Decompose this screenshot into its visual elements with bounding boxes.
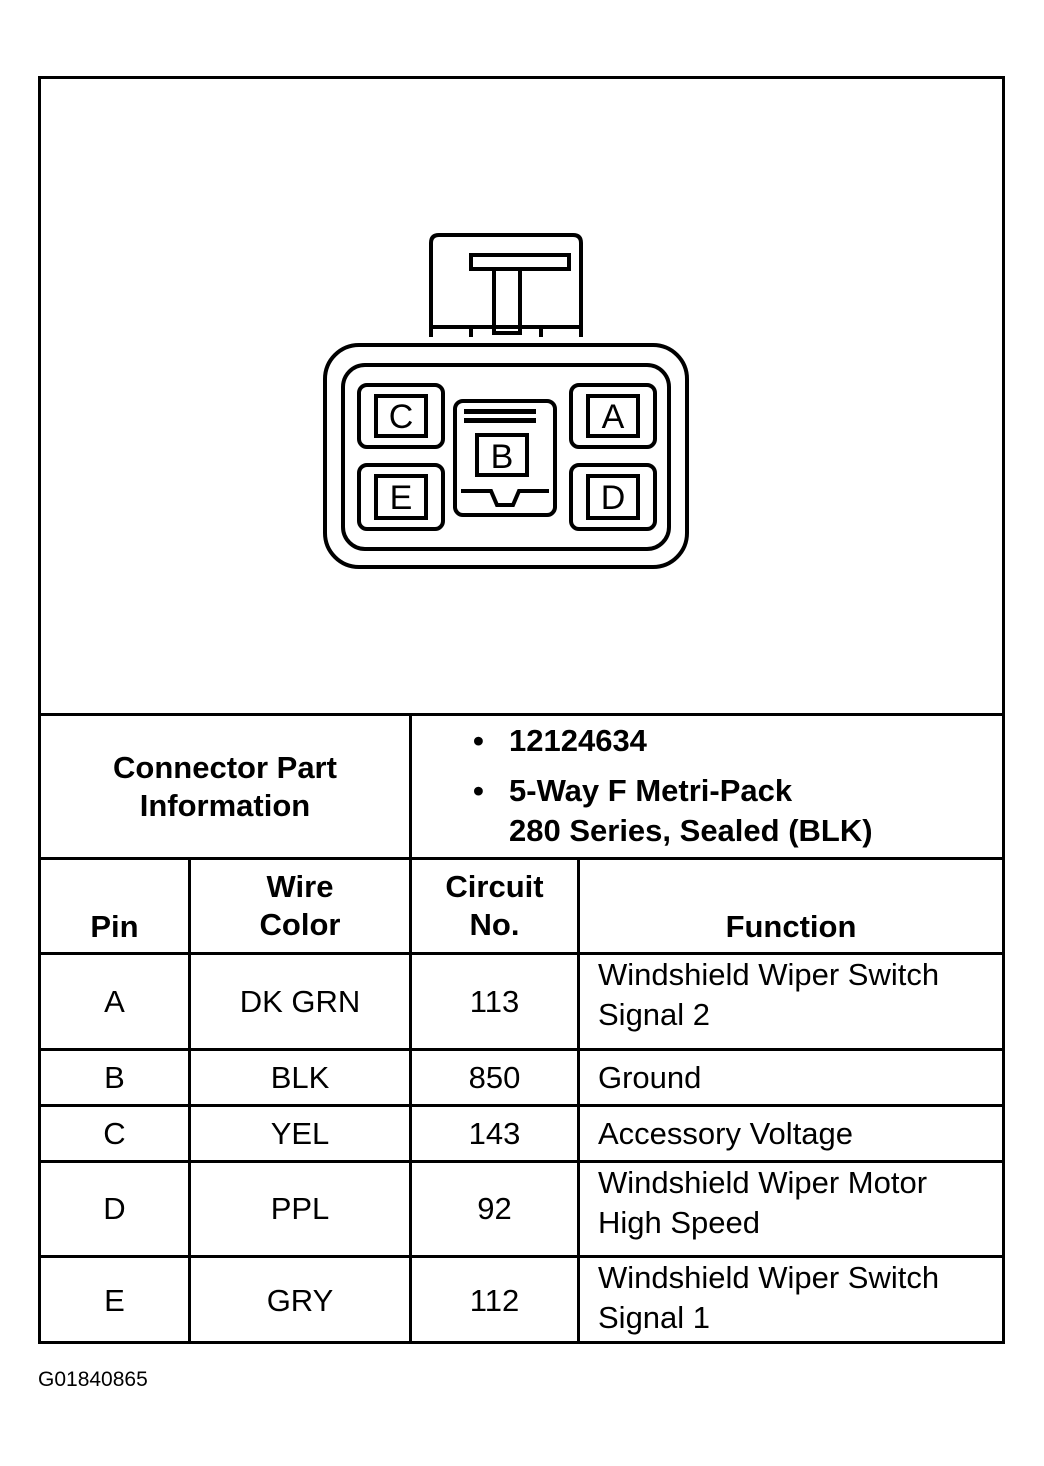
function-line: Windshield Wiper Switch — [598, 1260, 940, 1295]
circuit-value: 850 — [468, 1059, 521, 1095]
wire-color-value: GRY — [266, 1283, 334, 1318]
header-circuit-line: Circuit — [445, 869, 544, 904]
wire-color-value: PPL — [270, 1191, 330, 1226]
pin-label-d: D — [600, 479, 626, 517]
part-description-item — [413, 771, 993, 851]
header-pin — [41, 860, 188, 952]
latch-stem — [494, 269, 520, 333]
latch-bar — [471, 255, 569, 269]
table-cell-circuit — [412, 1107, 577, 1160]
table-cell-function — [580, 1051, 1002, 1104]
circuit-value: 112 — [469, 1283, 520, 1318]
pin-value: B — [104, 1059, 125, 1095]
connector-sheet — [38, 76, 1005, 1344]
table-cell-function — [580, 1163, 1002, 1255]
table-cell-color — [191, 1051, 409, 1104]
part-number-item — [413, 721, 993, 761]
table-cell-pin — [41, 1107, 188, 1160]
cavity-b-key — [461, 491, 549, 505]
table-cell-function — [580, 1107, 1002, 1160]
function-line: High Speed — [598, 1205, 761, 1240]
header-function — [580, 860, 1002, 952]
header-wire-color — [191, 860, 409, 952]
pin-label-b: B — [490, 438, 514, 476]
table-cell-color — [191, 955, 409, 1048]
part-description-line: 280 Series, Sealed (BLK) — [509, 813, 873, 848]
table-cell-function — [580, 955, 1002, 1048]
part-info-label — [41, 716, 409, 857]
table-cell-color — [191, 1258, 409, 1344]
table-cell-color — [191, 1107, 409, 1160]
header-wire-color-line: Wire — [266, 869, 334, 904]
figure-code: G01840865 — [38, 1368, 148, 1391]
header-function-text: Function — [725, 909, 857, 944]
part-info-label-line: Information — [139, 787, 311, 823]
circuit-value: 92 — [477, 1191, 512, 1226]
circuit-value: 113 — [469, 983, 520, 1019]
pin-label-c: C — [388, 398, 414, 436]
table-cell-function — [580, 1258, 1002, 1344]
connector-face-svg — [41, 79, 1002, 713]
part-info-list — [413, 721, 993, 851]
connector-drawing — [41, 79, 1002, 713]
bullet: • — [473, 723, 484, 758]
table-cell-pin — [41, 1258, 188, 1344]
pin-label-e: E — [389, 479, 413, 517]
circuit-value: 143 — [468, 1115, 521, 1151]
function-line: Ground — [598, 1059, 702, 1095]
function-line: Accessory Voltage — [598, 1115, 854, 1151]
part-number: 12124634 — [509, 723, 647, 758]
pin-value: E — [104, 1283, 125, 1318]
header-pin-text: Pin — [90, 909, 139, 944]
part-description-line: 5-Way F Metri-Pack — [509, 773, 793, 808]
part-info-label-line: Connector Part — [113, 749, 337, 785]
header-circuit — [412, 860, 577, 952]
latch-tab — [431, 235, 581, 337]
table-cell-circuit — [412, 955, 577, 1048]
wire-color-value: DK GRN — [239, 983, 361, 1019]
table-cell-pin — [41, 1051, 188, 1104]
table-cell-pin — [41, 955, 188, 1048]
header-circuit-line: No. — [469, 907, 520, 942]
table-cell-circuit — [412, 1051, 577, 1104]
bullet: • — [473, 773, 484, 808]
function-line: Signal 2 — [598, 997, 711, 1032]
table-cell-circuit — [412, 1163, 577, 1255]
pin-value: C — [103, 1115, 126, 1151]
pin-value: A — [104, 983, 125, 1019]
function-line: Signal 1 — [598, 1300, 711, 1335]
header-wire-color-line: Color — [259, 907, 341, 942]
wire-color-value: BLK — [270, 1059, 330, 1095]
table-cell-pin — [41, 1163, 188, 1255]
table-cell-color — [191, 1163, 409, 1255]
function-line: Windshield Wiper Switch — [598, 957, 940, 992]
pin-label-a: A — [601, 398, 625, 436]
table-cell-circuit — [412, 1258, 577, 1344]
wire-color-value: YEL — [270, 1115, 330, 1151]
pin-value: D — [103, 1191, 126, 1226]
function-line: Windshield Wiper Motor — [598, 1165, 928, 1200]
